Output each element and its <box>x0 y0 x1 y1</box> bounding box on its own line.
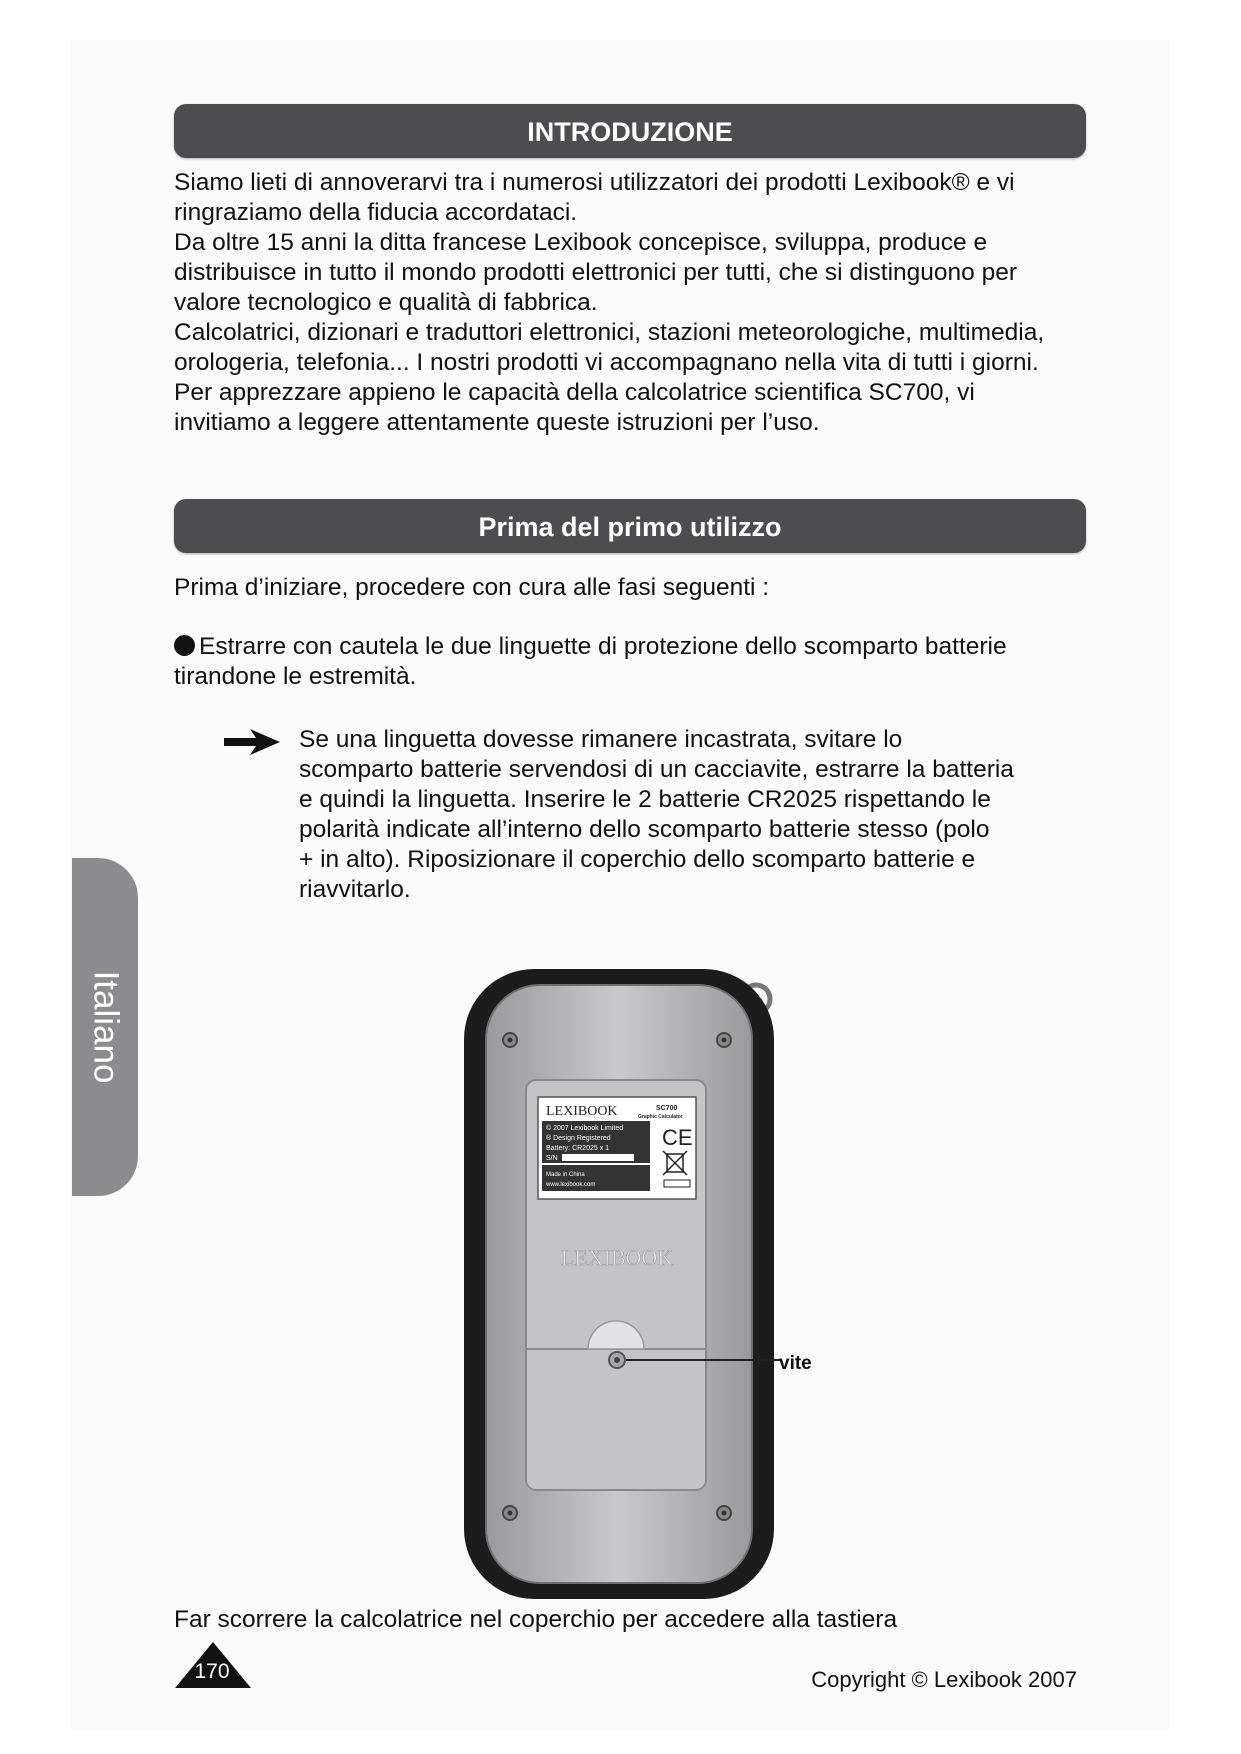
battery-screw-icon <box>609 1352 625 1368</box>
first-use-intro <box>174 573 769 603</box>
bullet-item <box>174 632 1007 692</box>
label-line: Battery: CR2025 x 1 <box>546 1145 610 1152</box>
calculator-back-illustration <box>460 965 800 1603</box>
intro-line: invitiamo a leggere attentamente queste istruzioni per l’uso. <box>174 409 820 436</box>
label-model-sub: Graphic Calculator <box>638 1114 683 1120</box>
closing-text: Far scorrere la calcolatrice nel coperchio per accedere alla tastiera <box>174 1606 898 1633</box>
label-made-in: Made in China <box>546 1172 585 1178</box>
arrow-right-icon <box>222 727 282 757</box>
intro-line: ringraziamo della fiducia accordataci. <box>174 199 578 226</box>
language-tab-label: Italiano <box>86 970 125 1084</box>
label-line: © 2007 Lexibook Limited <box>546 1125 624 1132</box>
bullet-line-text: Estrarre con cautela le due linguette di protezione dello scomparto batterie <box>199 633 1007 660</box>
label-brand: LEXIBOOK <box>546 1104 618 1119</box>
note-line: e quindi la linguetta. Inserire le 2 batterie CR2025 rispettando le <box>299 786 991 813</box>
label-website: www.lexibook.com <box>546 1182 596 1188</box>
first-use-intro-text: Prima d’iniziare, procedere con cura alle fasi seguenti : <box>174 574 770 601</box>
note-line: scomparto batterie servendosi di un cacciavite, estrarre la batteria <box>299 756 1014 783</box>
intro-line: orologeria, telefonia... I nostri prodotti vi accompagnano nella vita di tutti i giorni. <box>174 349 1039 376</box>
bullet-line <box>174 632 1007 662</box>
embossed-logo: LEXIBOOK <box>560 1245 674 1270</box>
section-header-prima-utilizzo <box>174 499 1086 553</box>
callout-label-vite: vite <box>779 1353 812 1374</box>
label-model: SC700 <box>656 1105 678 1112</box>
note-line: Se una linguetta dovesse rimanere incastrata, svitare lo <box>299 726 903 753</box>
intro-line: Per apprezzare appieno le capacità della calcolatrice scientifica SC700, vi <box>174 379 975 406</box>
bullet-line: tirandone le estremità. <box>174 663 417 690</box>
intro-line: Siamo lieti di annoverarvi tra i numerosi utilizzatori dei prodotti Lexibook® e vi <box>174 169 1015 196</box>
intro-line: Da oltre 15 anni la ditta francese Lexibook concepisce, sviluppa, produce e <box>174 229 988 256</box>
note-line: riavvitarlo. <box>299 876 411 903</box>
page-number: 170 <box>194 1660 230 1683</box>
note-paragraph <box>299 725 1099 905</box>
section-header-introduzione <box>174 104 1086 158</box>
intro-line: distribuisce in tutto il mondo prodotti elettronici per tutti, che si distinguono per <box>174 259 1017 286</box>
label-line: ® Design Registered <box>546 1135 611 1142</box>
bullet-dot-icon <box>174 635 195 656</box>
weee-bar <box>664 1180 690 1187</box>
serial-number-box <box>562 1154 634 1161</box>
ce-mark: CE <box>662 1125 693 1150</box>
language-tab-label-wrapper <box>72 858 138 1196</box>
closing-paragraph <box>174 1605 897 1635</box>
weee-bin-icon <box>663 1151 687 1175</box>
intro-line: Calcolatrici, dizionari e traduttori elettronici, stazioni meteorologiche, multimedia, <box>174 319 1045 346</box>
copyright-notice: Copyright © Lexibook 2007 <box>811 1667 1077 1692</box>
note-line: polarità indicate all’interno dello scomparto batterie stesso (polo <box>299 816 990 843</box>
intro-paragraph <box>174 168 1044 438</box>
intro-line: valore tecnologico e qualità di fabbrica. <box>174 289 598 316</box>
section-title: Prima del primo utilizzo <box>478 512 782 542</box>
label-line: S/N <box>546 1155 558 1162</box>
section-title: INTRODUZIONE <box>527 117 733 147</box>
note-line: + in alto). Riposizionare il coperchio dello scomparto batterie e <box>299 846 976 873</box>
